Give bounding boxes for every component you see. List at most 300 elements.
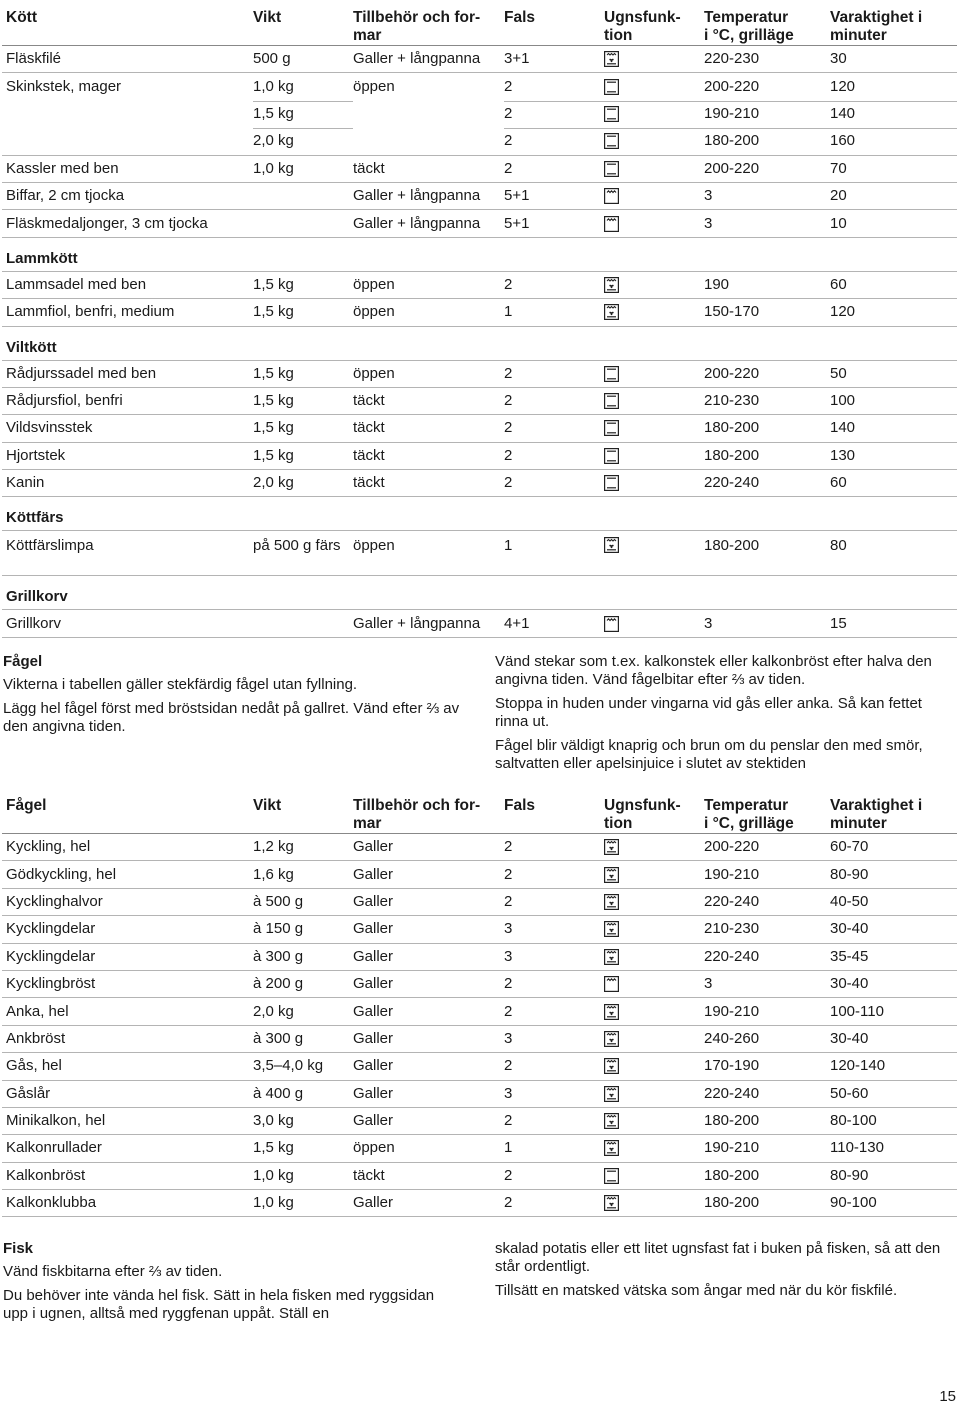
fan-grill-icon <box>604 537 619 553</box>
shelf-level: 2 <box>504 1166 513 1184</box>
accessories: Galler + långpanna <box>353 187 481 205</box>
duration: 100 <box>830 392 856 410</box>
temperature: 190-210 <box>704 105 760 123</box>
accessories: täckt <box>353 159 385 177</box>
temperature: 210-230 <box>704 920 760 938</box>
food-name: Fläskfilé <box>6 50 62 68</box>
header-food: Fågel <box>6 797 47 814</box>
temperature: 3 <box>704 975 713 993</box>
table-row <box>2 272 957 299</box>
temperature: 220-240 <box>704 892 760 910</box>
weight: à 300 g <box>253 947 304 965</box>
food-name: Ankbröst <box>6 1029 66 1047</box>
food-name: Kycklinghalvor <box>6 892 103 910</box>
food-name: Kanin <box>6 474 45 492</box>
accessories: täckt <box>353 392 385 410</box>
accessories: öppen <box>353 303 395 321</box>
accessories: Galler + långpanna <box>353 214 481 232</box>
accessories: Galler <box>353 1194 394 1212</box>
shelf-level: 2 <box>504 838 513 856</box>
food-name: Gödkyckling, hel <box>6 865 117 883</box>
weight: 3,5–4,0 kg <box>253 1057 324 1075</box>
shelf-level: 3 <box>504 1029 513 1047</box>
duration: 10 <box>830 214 847 232</box>
header-function: Ugnsfunk- tion <box>604 9 681 44</box>
duration: 50 <box>830 364 847 382</box>
temperature: 220-240 <box>704 1084 760 1102</box>
poultry-note: Stoppa in huden under vingarna vid gås eller anka. Så kan fettet rinna ut. <box>495 695 922 730</box>
oven-function <box>604 51 704 67</box>
temperature: 170-190 <box>704 1057 760 1075</box>
shelf-level: 3 <box>504 1084 513 1102</box>
duration: 15 <box>830 614 847 632</box>
weight: 2,0 kg <box>253 1002 294 1020</box>
fan-grill-icon <box>604 1195 619 1211</box>
weight: 1,5 kg <box>253 105 294 123</box>
top-bottom-heat-icon <box>604 366 619 382</box>
fan-grill-icon <box>604 1140 619 1156</box>
food-name: Kassler med ben <box>6 159 119 177</box>
table-row <box>2 1135 957 1162</box>
accessories: öppen <box>353 1139 395 1157</box>
duration: 80 <box>830 537 847 555</box>
temperature: 190-210 <box>704 1002 760 1020</box>
duration: 120-140 <box>830 1057 886 1075</box>
temperature: 3 <box>704 187 713 205</box>
duration: 80-90 <box>830 865 869 883</box>
accessories: Galler <box>353 838 394 856</box>
shelf-level: 2 <box>504 159 513 177</box>
table-row <box>2 73 957 100</box>
shelf-level: 2 <box>504 105 513 123</box>
shelf-level: 4+1 <box>504 614 530 632</box>
header-weight: Vikt <box>253 797 282 814</box>
table-row <box>2 101 957 128</box>
weight: à 400 g <box>253 1084 304 1102</box>
poultry-notes-left <box>3 653 473 742</box>
accessories: Galler <box>353 920 394 938</box>
duration: 100-110 <box>830 1002 884 1020</box>
top-bottom-heat-icon <box>604 106 619 122</box>
grill-icon <box>604 216 619 232</box>
oven-function <box>604 106 704 122</box>
header-temperature: Temperatur i °C, grilläge <box>704 9 794 44</box>
temperature: 180-200 <box>704 419 760 437</box>
section-title: Lammkött <box>2 238 957 272</box>
duration: 60-70 <box>830 838 869 856</box>
food-name: Minikalkon, hel <box>6 1112 106 1130</box>
oven-function <box>604 216 704 232</box>
shelf-level: 2 <box>504 419 513 437</box>
food-name: Kalkonbröst <box>6 1166 86 1184</box>
accessories: öppen <box>353 537 395 555</box>
temperature: 180-200 <box>704 446 760 464</box>
temperature: 180-200 <box>704 537 760 555</box>
fan-grill-icon <box>604 1031 619 1047</box>
weight: 1,5 kg <box>253 275 294 293</box>
shelf-level: 3+1 <box>504 50 530 68</box>
duration: 30-40 <box>830 1029 869 1047</box>
food-name: Gås, hel <box>6 1057 62 1075</box>
header-food: Kött <box>6 9 37 26</box>
oven-function <box>604 1086 704 1102</box>
grill-icon <box>604 188 619 204</box>
top-bottom-heat-icon <box>604 133 619 149</box>
food-name: Kycklingbröst <box>6 975 96 993</box>
accessories: täckt <box>353 419 385 437</box>
fan-grill-icon <box>604 949 619 965</box>
oven-function <box>604 894 704 910</box>
table-row <box>2 299 957 326</box>
oven-function <box>604 1058 704 1074</box>
header-accessories: Tillbehör och for- mar <box>353 797 481 832</box>
fish-note: Tillsätt en matsked vätska som ångar med när du kör fiskfilé. <box>495 1282 898 1299</box>
fish-note: skalad potatis eller ett litet ugnsfast fat i buken på fisken, så att den står ordentligt. <box>495 1240 941 1275</box>
table-row <box>2 443 957 470</box>
accessories: Galler <box>353 1112 394 1130</box>
poultry-notes-title: Fågel <box>3 653 43 670</box>
oven-function <box>604 304 704 320</box>
temperature: 190 <box>704 275 730 293</box>
fan-grill-icon <box>604 51 619 67</box>
food-name: Skinkstek, mager <box>6 78 122 96</box>
table-row <box>2 1190 957 1217</box>
weight: 1,0 kg <box>253 78 294 96</box>
grill-icon <box>604 976 619 992</box>
temperature: 210-230 <box>704 392 760 410</box>
accessories: täckt <box>353 446 385 464</box>
duration: 120 <box>830 78 856 96</box>
fan-grill-icon <box>604 921 619 937</box>
top-bottom-heat-icon <box>604 161 619 177</box>
temperature: 220-240 <box>704 474 760 492</box>
food-name: Biffar, 2 cm tjocka <box>6 187 125 205</box>
temperature: 240-260 <box>704 1029 760 1047</box>
weight: 1,6 kg <box>253 865 294 883</box>
table-row <box>2 183 957 210</box>
temperature: 200-220 <box>704 364 760 382</box>
shelf-level: 1 <box>504 1139 513 1157</box>
poultry-table <box>2 790 957 1217</box>
duration: 40-50 <box>830 892 869 910</box>
fan-grill-icon <box>604 304 619 320</box>
duration: 90-100 <box>830 1194 877 1212</box>
accessories: Galler <box>353 1084 394 1102</box>
food-name: Rådjurssadel med ben <box>6 364 157 382</box>
oven-function <box>604 537 704 553</box>
fish-note: Vänd fiskbitarna efter ⅔ av tiden. <box>3 1263 223 1280</box>
table-row <box>2 1163 957 1190</box>
table-row <box>2 361 957 388</box>
header-weight: Vikt <box>253 9 282 26</box>
poultry-note: Fågel blir väldigt knaprig och brun om du penslar den med smör, saltvatten eller apelsinjuice i slutet av stektiden <box>495 737 923 772</box>
fan-grill-icon <box>604 1086 619 1102</box>
weight: 1,5 kg <box>253 364 294 382</box>
temperature: 180-200 <box>704 132 760 150</box>
weight: à 200 g <box>253 975 304 993</box>
top-bottom-heat-icon <box>604 420 619 436</box>
temperature: 150-170 <box>704 303 760 321</box>
accessories: öppen <box>353 78 395 96</box>
accessories: Galler <box>353 1029 394 1047</box>
duration: 30 <box>830 50 847 68</box>
duration: 30-40 <box>830 975 869 993</box>
shelf-level: 2 <box>504 1194 513 1212</box>
weight: à 150 g <box>253 920 304 938</box>
shelf-level: 2 <box>504 1112 513 1130</box>
weight: 1,5 kg <box>253 1139 294 1157</box>
weight: à 500 g <box>253 892 304 910</box>
food-name: Grillkorv <box>6 614 61 632</box>
duration: 80-90 <box>830 1166 869 1184</box>
table-row <box>2 1108 957 1135</box>
oven-function <box>604 1004 704 1020</box>
meat-table-header <box>2 2 957 46</box>
temperature: 200-220 <box>704 838 760 856</box>
top-bottom-heat-icon <box>604 79 619 95</box>
duration: 60 <box>830 474 847 492</box>
shelf-level: 3 <box>504 947 513 965</box>
oven-function <box>604 1113 704 1129</box>
oven-function <box>604 1031 704 1047</box>
accessories: Galler <box>353 1002 394 1020</box>
weight: 1,5 kg <box>253 392 294 410</box>
shelf-level: 2 <box>504 865 513 883</box>
food-name: Fläskmedaljonger, 3 cm tjocka <box>6 214 208 232</box>
shelf-level: 5+1 <box>504 214 530 232</box>
oven-function <box>604 1140 704 1156</box>
top-bottom-heat-icon <box>604 393 619 409</box>
header-accessories: Tillbehör och for- mar <box>353 9 481 44</box>
header-level: Fals <box>504 797 536 814</box>
top-bottom-heat-icon <box>604 1168 619 1184</box>
top-bottom-heat-icon <box>604 448 619 464</box>
header-level: Fals <box>504 9 536 26</box>
accessories: Galler <box>353 1057 394 1075</box>
accessories: Galler <box>353 865 394 883</box>
fish-notes-title: Fisk <box>3 1240 34 1257</box>
oven-function <box>604 1168 704 1184</box>
duration: 20 <box>830 187 847 205</box>
shelf-level: 2 <box>504 364 513 382</box>
temperature: 180-200 <box>704 1194 760 1212</box>
poultry-note: Vänd stekar som t.ex. kalkonstek eller kalkonbröst efter halva den angivna tiden. Vänd fågelbitar efter ⅔ av tiden. <box>495 653 932 688</box>
food-name: Rådjursfiol, benfri <box>6 392 123 410</box>
page-number: 15 <box>939 1388 956 1405</box>
weight: 500 g <box>253 50 291 68</box>
temperature: 3 <box>704 614 713 632</box>
shelf-level: 1 <box>504 537 513 555</box>
oven-function <box>604 448 704 464</box>
header-function: Ugnsfunk- tion <box>604 797 681 832</box>
oven-function <box>604 867 704 883</box>
oven-function <box>604 921 704 937</box>
table-row <box>2 470 957 497</box>
food-name: Kyckling, hel <box>6 838 91 856</box>
section-title: Viltkött <box>2 327 957 361</box>
table-row <box>2 916 957 943</box>
weight: på 500 g färs <box>253 537 341 555</box>
duration: 35-45 <box>830 947 869 965</box>
duration: 30-40 <box>830 920 869 938</box>
accessories: öppen <box>353 275 395 293</box>
oven-function <box>604 475 704 491</box>
fish-notes-left <box>3 1240 463 1329</box>
table-row <box>2 531 957 576</box>
temperature: 200-220 <box>704 78 760 96</box>
weight: 2,0 kg <box>253 132 294 150</box>
weight: 1,5 kg <box>253 303 294 321</box>
temperature: 180-200 <box>704 1112 760 1130</box>
fan-grill-icon <box>604 277 619 293</box>
weight: 2,0 kg <box>253 474 294 492</box>
shelf-level: 2 <box>504 446 513 464</box>
duration: 130 <box>830 446 856 464</box>
grill-icon <box>604 616 619 632</box>
accessories: Galler <box>353 975 394 993</box>
poultry-notes-right <box>495 653 957 779</box>
accessories: täckt <box>353 474 385 492</box>
oven-function <box>604 79 704 95</box>
table-row <box>2 1026 957 1053</box>
oven-function <box>604 976 704 992</box>
oven-function <box>604 839 704 855</box>
duration: 70 <box>830 159 847 177</box>
shelf-level: 2 <box>504 132 513 150</box>
table-row <box>2 610 957 637</box>
duration: 140 <box>830 419 856 437</box>
table-row <box>2 46 957 73</box>
shelf-level: 2 <box>504 975 513 993</box>
fish-notes-right <box>495 1240 957 1306</box>
shelf-level: 2 <box>504 1057 513 1075</box>
weight: 1,5 kg <box>253 446 294 464</box>
temperature: 190-210 <box>704 1139 760 1157</box>
weight: 1,0 kg <box>253 1194 294 1212</box>
duration: 140 <box>830 105 856 123</box>
fan-grill-icon <box>604 1058 619 1074</box>
duration: 80-100 <box>830 1112 877 1130</box>
oven-function <box>604 133 704 149</box>
accessories: täckt <box>353 1166 385 1184</box>
oven-function <box>604 949 704 965</box>
temperature: 190-210 <box>704 865 760 883</box>
temperature: 3 <box>704 214 713 232</box>
temperature: 180-200 <box>704 1166 760 1184</box>
fan-grill-icon <box>604 839 619 855</box>
poultry-note: Lägg hel fågel först med bröstsidan nedåt på gallret. Vänd efter ⅔ av den angivna tiden. <box>3 700 460 735</box>
shelf-level: 1 <box>504 303 513 321</box>
food-name: Anka, hel <box>6 1002 69 1020</box>
table-row <box>2 128 957 155</box>
oven-function <box>604 616 704 632</box>
duration: 60 <box>830 275 847 293</box>
food-name: Vildsvinsstek <box>6 419 93 437</box>
accessories: Galler <box>353 892 394 910</box>
food-name: Kalkonrullader <box>6 1139 102 1157</box>
table-row <box>2 1081 957 1108</box>
oven-function <box>604 161 704 177</box>
duration: 110-130 <box>830 1139 884 1157</box>
duration: 120 <box>830 303 856 321</box>
table-row <box>2 889 957 916</box>
meat-table <box>2 2 957 638</box>
header-duration: Varaktighet i minuter <box>830 9 923 44</box>
shelf-level: 5+1 <box>504 187 530 205</box>
food-name: Kycklingdelar <box>6 947 96 965</box>
table-row <box>2 210 957 237</box>
shelf-level: 2 <box>504 392 513 410</box>
accessories: Galler <box>353 947 394 965</box>
food-name: Lammfiol, benfri, medium <box>6 303 175 321</box>
temperature: 200-220 <box>704 159 760 177</box>
table-row <box>2 971 957 998</box>
duration: 160 <box>830 132 856 150</box>
table-row <box>2 156 957 183</box>
temperature: 220-240 <box>704 947 760 965</box>
table-row <box>2 1053 957 1080</box>
food-name: Köttfärslimpa <box>6 537 94 555</box>
partial-divider <box>504 128 957 129</box>
weight: 1,5 kg <box>253 419 294 437</box>
shelf-level: 3 <box>504 920 513 938</box>
shelf-level: 2 <box>504 275 513 293</box>
shelf-level: 2 <box>504 892 513 910</box>
table-row <box>2 944 957 971</box>
poultry-note: Vikterna i tabellen gäller stekfärdig fågel utan fyllning. <box>3 676 358 693</box>
accessories: Galler + långpanna <box>353 614 481 632</box>
oven-function <box>604 277 704 293</box>
shelf-level: 2 <box>504 1002 513 1020</box>
header-temperature: Temperatur i °C, grilläge <box>704 797 794 832</box>
section-title: Köttfärs <box>2 497 957 531</box>
table-row <box>2 388 957 415</box>
weight: à 300 g <box>253 1029 304 1047</box>
fan-grill-icon <box>604 894 619 910</box>
partial-divider <box>253 128 353 129</box>
weight: 1,2 kg <box>253 838 294 856</box>
food-name: Kalkonklubba <box>6 1194 97 1212</box>
oven-function <box>604 188 704 204</box>
shelf-level: 2 <box>504 474 513 492</box>
duration: 50-60 <box>830 1084 869 1102</box>
oven-function <box>604 366 704 382</box>
accessories: Galler + långpanna <box>353 50 481 68</box>
section-title: Grillkorv <box>2 576 957 610</box>
table-row <box>2 415 957 442</box>
food-name: Gåslår <box>6 1084 51 1102</box>
oven-function <box>604 420 704 436</box>
temperature: 220-230 <box>704 50 760 68</box>
weight: 3,0 kg <box>253 1112 294 1130</box>
fan-grill-icon <box>604 1004 619 1020</box>
header-duration: Varaktighet i minuter <box>830 797 923 832</box>
weight: 1,0 kg <box>253 1166 294 1184</box>
oven-function <box>604 393 704 409</box>
shelf-level: 2 <box>504 78 513 96</box>
table-row <box>2 861 957 888</box>
poultry-table-header <box>2 790 957 834</box>
top-bottom-heat-icon <box>604 475 619 491</box>
fish-note: Du behöver inte vända hel fisk. Sätt in hela fisken med ryggsidan upp i ugnen, alltså med ryggfenan uppåt. Ställ en <box>3 1287 435 1322</box>
food-name: Kycklingdelar <box>6 920 96 938</box>
table-row <box>2 998 957 1025</box>
food-name: Lammsadel med ben <box>6 275 147 293</box>
fan-grill-icon <box>604 1113 619 1129</box>
weight: 1,0 kg <box>253 159 294 177</box>
table-row <box>2 834 957 861</box>
oven-function <box>604 1195 704 1211</box>
